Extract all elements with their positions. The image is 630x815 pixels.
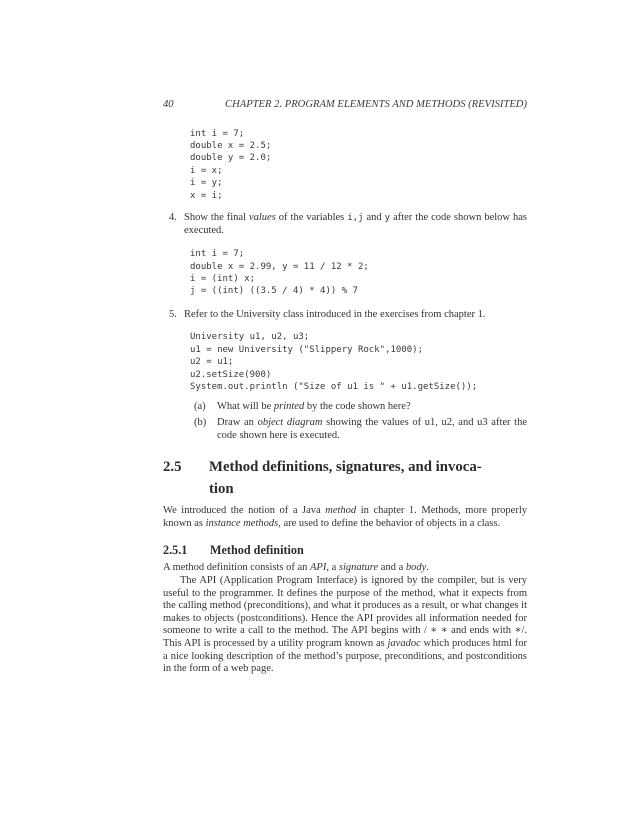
text-run: and a: [378, 562, 406, 574]
section-title: [209, 456, 482, 500]
italic-text-run: API: [310, 562, 327, 574]
code-line: i = y;: [190, 178, 223, 189]
code-line: System.out.println ("Size of u1 is " + u1.getSize());: [190, 382, 478, 393]
text-run: We introduced the notion of a Java: [163, 505, 326, 517]
section-title-line: tion: [209, 481, 234, 498]
code-line: j = ((int) ((3.5 / 4) * 4)) % 7: [190, 286, 358, 297]
text-run: by the code shown here?: [304, 401, 411, 413]
code-block-2: [190, 248, 527, 298]
code-line: double y = 2.0;: [190, 153, 272, 164]
item-number: 5.: [169, 308, 177, 320]
code-line: double x = 2.99, y = 11 / 12 * 2;: [190, 261, 369, 272]
item-text: [184, 212, 527, 236]
sub-item-label: (a): [194, 401, 206, 413]
sub-item-label: (b): [194, 417, 207, 429]
text-run: , are used to define the behavior of objects in a class.: [278, 517, 501, 529]
italic-text-run: javadoc: [387, 638, 421, 649]
text-run: What will be: [217, 401, 274, 413]
code-line: u2 = u1;: [190, 357, 234, 368]
text-run: after the code shown below has executed.: [184, 212, 527, 236]
code-line: University u1, u2, u3;: [190, 332, 310, 343]
text-run: Show the final: [184, 212, 249, 224]
code-line: u2.setSize(900): [190, 369, 272, 380]
inline-code: i,j: [347, 213, 364, 224]
sub-item-b: [163, 417, 527, 442]
code-line: double x = 2.5;: [190, 141, 272, 151]
page-number: 40: [163, 99, 174, 110]
code-line: u1 = new University ("Slippery Rock",1000);: [190, 344, 423, 355]
api-paragraph: [163, 575, 527, 676]
page-content: [163, 99, 527, 676]
text-run: The API (Application Program Interface) is ignored by the compiler, but is very useful to the programmer. It defines the purpose of the method, what it expects from the calling method (preconditions), and what it produces as a result, or what changes it makes to objects (postconditions). Hence the API provides all information needed for someone to write a call to the method. The API begins with / ∗ ∗ and ends with ∗/. This API is processed by a utility program known as: [163, 575, 527, 649]
code-line: int i = 7;: [190, 249, 245, 260]
code-block-1: [190, 128, 527, 202]
code-line: x = i;: [190, 190, 223, 201]
exercise-item-4: [163, 212, 527, 237]
subsection-title: Method definition: [210, 543, 304, 558]
text-run: A method definition consists of an: [163, 562, 310, 574]
code-line: int i = 7;: [190, 128, 245, 139]
italic-text-run: object diagram: [257, 417, 323, 429]
text-run: showing the values of u1, u2, and u3 after the code shown here is executed.: [217, 417, 527, 441]
item-text: Refer to the University class introduced in the exercises from chapter 1.: [184, 308, 486, 320]
item-number: 4.: [169, 212, 177, 224]
code-line: i = (int) x;: [190, 274, 256, 285]
sub-item-a: [163, 401, 527, 414]
text-run: in chapter 1. Methods, more properly known as: [163, 505, 527, 529]
text-run: , a: [326, 562, 339, 574]
exercise-item-5: [163, 309, 527, 322]
section-title-line: Method definitions, signatures, and invoca-: [209, 459, 482, 476]
text-run: .: [426, 562, 429, 574]
method-definition-lead: [163, 562, 527, 575]
code-block-3: [190, 331, 527, 393]
running-head: [163, 99, 527, 112]
subsection-heading: [163, 543, 527, 558]
italic-text-run: signature: [338, 562, 379, 574]
italic-text-run: method: [325, 505, 357, 517]
subsection-number: 2.5.1: [163, 543, 188, 558]
text-run: of the variables: [275, 212, 348, 224]
section-intro-paragraph: [163, 505, 527, 530]
sub-item-text: [217, 417, 527, 441]
italic-text-run: body: [405, 562, 427, 574]
section-number: 2.5: [163, 459, 182, 476]
italic-text-run: printed: [273, 401, 305, 413]
running-head-title: CHAPTER 2. PROGRAM ELEMENTS AND METHODS (REVISITED): [225, 99, 527, 110]
section-heading: [163, 456, 527, 500]
inline-code: y: [384, 213, 391, 224]
text-run: and: [363, 212, 385, 224]
italic-text-run: values: [248, 212, 276, 224]
text-run: Draw an: [217, 417, 258, 429]
italic-text-run: instance methods: [205, 517, 279, 529]
sub-item-text: [217, 401, 411, 412]
code-line: i = x;: [190, 165, 223, 176]
text-run: which produces html for a nice looking description of the method’s purpose, preconditions, and postconditions in the form of a web page.: [163, 638, 528, 675]
